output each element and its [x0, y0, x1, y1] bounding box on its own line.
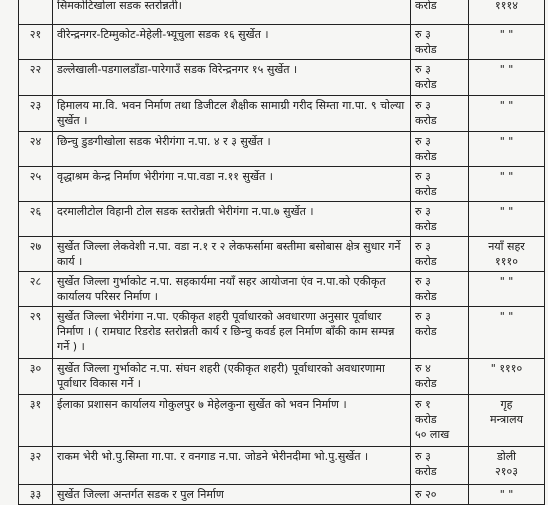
amount-line: करोड	[415, 43, 437, 56]
amount-line: करोड	[415, 220, 437, 233]
remark-line: " "	[499, 488, 514, 501]
remark-line: १११४	[495, 0, 518, 12]
amount-line: करोड	[415, 150, 437, 163]
amount-line: रु ४	[415, 362, 431, 375]
table-row	[19, 167, 545, 202]
budget-amount	[411, 237, 469, 272]
row-number: २५	[19, 167, 53, 202]
amount-line: ५० लाख	[415, 428, 450, 441]
remarks	[469, 359, 545, 395]
remarks	[469, 132, 545, 167]
project-description: हिमालय मा.वि. भवन निर्माण तथा डिजीटल शैक्षीक सामाग्री गरीद सिम्ता गा.पा. ९ चोल्या सुर्खेत ।	[53, 96, 411, 132]
amount-line: रु १	[415, 398, 431, 411]
budget-amount	[411, 447, 469, 485]
project-description: राकम भेरी भो.पु.सिम्ता गा.पा. र वनगाड न.पा. जोडने भेरीनदीमा भो.पु.सुर्खेत ।	[53, 447, 411, 485]
row-number: ३०	[19, 359, 53, 395]
amount-line: रु ३	[415, 240, 431, 253]
amount-line: रु ३	[415, 170, 431, 183]
table-row	[19, 132, 545, 167]
row-number: २१	[19, 25, 53, 60]
remark-line: " "	[499, 205, 514, 218]
remark-line: १११०	[495, 255, 518, 268]
remarks	[469, 25, 545, 60]
project-description: सुर्खेत जिल्ला भेरीगंगा न.पा. एकीकृत शहरी पूर्वाधारको अवधारणा अनुसार पूर्वाधार निर्माण । ( रामघाट रिडरोड स्तरोन्नती कार्य र छिन्चु कवर्ड हल निर्माण बाँकी काम सम्पन्न गर्ने ) ।	[53, 307, 411, 359]
project-description: सुर्खेत जिल्ला अन्तर्गत सडक र पुल निर्माण	[53, 485, 411, 505]
amount-line: करोड	[415, 325, 437, 338]
project-budget-table	[18, 0, 545, 505]
project-description: सिमकोटिखोला सडक स्तरोन्नती।	[53, 0, 411, 25]
table-row	[19, 202, 545, 237]
amount-line: रु २०	[415, 488, 437, 501]
remark-line: " १११०	[490, 362, 523, 375]
amount-line: करोड	[415, 0, 437, 12]
amount-line: रु ३	[415, 310, 431, 323]
amount-line: रु ३	[415, 135, 431, 148]
remarks	[469, 202, 545, 237]
remark-line: " "	[499, 99, 514, 112]
budget-amount	[411, 395, 469, 447]
remark-line: " "	[499, 63, 514, 76]
budget-amount	[411, 272, 469, 307]
row-number: २२	[19, 60, 53, 96]
table-row	[19, 0, 545, 25]
amount-line: करोड	[415, 185, 437, 198]
table-body	[19, 0, 545, 505]
table-row	[19, 25, 545, 60]
remarks	[469, 272, 545, 307]
row-number: २३	[19, 96, 53, 132]
row-number: ३३	[19, 485, 53, 505]
table-row	[19, 60, 545, 96]
project-description: सुर्खेत जिल्ला गुर्भाकोट न.पा. संघन शहरी (एकीकृत शहरी) पूर्वाधारको अवधारणामा पूर्वाधार विकास गर्ने ।	[53, 359, 411, 395]
remark-line: " "	[499, 275, 514, 288]
table-row	[19, 359, 545, 395]
amount-line: करोड	[415, 114, 437, 127]
amount-line: रु ३	[415, 99, 431, 112]
amount-line: करोड	[415, 413, 437, 426]
row-number: ३२	[19, 447, 53, 485]
amount-line: करोड	[415, 377, 437, 390]
amount-line: करोड	[415, 255, 437, 268]
budget-amount	[411, 132, 469, 167]
remark-line: " "	[499, 170, 514, 183]
budget-amount	[411, 359, 469, 395]
amount-line: रु ३	[415, 63, 431, 76]
row-number: २६	[19, 202, 53, 237]
amount-line: करोड	[415, 290, 437, 303]
budget-amount	[411, 25, 469, 60]
project-description: सुर्खेत जिल्ला लेकवेशी न.पा. वडा न.१ र २ लेकफर्सामा बस्तीमा बसोबास क्षेत्र सुधार गर्ने कार्य ।	[53, 237, 411, 272]
remark-line: डोली	[496, 450, 517, 463]
remarks	[469, 60, 545, 96]
remark-line: मन्त्रालय	[490, 413, 523, 426]
project-description: वीरेन्द्रनगर-टिम्मुकोट-मेहेली-भ्यूचुला सडक १६ सुर्खेत ।	[53, 25, 411, 60]
row-number: २७	[19, 237, 53, 272]
project-description: वृद्धाश्रम केन्द्र निर्माण भेरीगंगा न.पा.वडा न.११ सुर्खेत ।	[53, 167, 411, 202]
remark-line: " "	[499, 28, 514, 41]
amount-line: रु ३	[415, 275, 431, 288]
remark-line: " "	[499, 135, 514, 148]
row-number: २९	[19, 307, 53, 359]
budget-amount	[411, 0, 469, 25]
project-description: छिन्चु डुङगीखोला सडक भेरीगंगा न.पा. ४ र ३ सुर्खेत ।	[53, 132, 411, 167]
remarks	[469, 0, 545, 25]
remark-line: २१०३	[495, 465, 518, 478]
amount-line: रु ३	[415, 205, 431, 218]
row-number: २८	[19, 272, 53, 307]
amount-line: करोड	[415, 78, 437, 91]
budget-amount	[411, 60, 469, 96]
row-number: २४	[19, 132, 53, 167]
table-row	[19, 447, 545, 485]
remarks	[469, 237, 545, 272]
amount-line: रु ३	[415, 450, 431, 463]
remarks	[469, 447, 545, 485]
budget-amount	[411, 485, 469, 505]
table-row	[19, 237, 545, 272]
project-description: डल्लेखाली-पडगालडाँडा-पारेगाउँ सडक विरेन्द्रनगर १५ सुर्खेत ।	[53, 60, 411, 96]
budget-amount	[411, 307, 469, 359]
project-description: ईलाका प्रशासन कार्यालय गोकुलपुर ७ मेहेलकुना सुर्खेत को भवन निर्माण ।	[53, 395, 411, 447]
remarks	[469, 307, 545, 359]
row-number: ३१	[19, 395, 53, 447]
row-number	[19, 0, 53, 25]
table-row	[19, 272, 545, 307]
table-row	[19, 307, 545, 359]
amount-line: करोड	[415, 465, 437, 478]
budget-amount	[411, 202, 469, 237]
table-row	[19, 485, 545, 505]
remarks	[469, 485, 545, 505]
project-description: दरमालीटोल विहानी टोल सडक स्तरोन्नती भेरीगंगा न.पा.७ सुर्खेत ।	[53, 202, 411, 237]
project-description: सुर्खेत जिल्ला गुर्भाकोट न.पा. सहकार्यमा नयाँ सहर आयोजना एंव न.पा.को एकीकृत कार्यालय परिसर निर्माण ।	[53, 272, 411, 307]
remark-line: नयाँ सहर	[488, 240, 525, 253]
remarks	[469, 395, 545, 447]
remarks	[469, 167, 545, 202]
table-row	[19, 395, 545, 447]
remark-line: " "	[499, 310, 514, 323]
remarks	[469, 96, 545, 132]
table-row	[19, 96, 545, 132]
budget-amount	[411, 96, 469, 132]
budget-amount	[411, 167, 469, 202]
remark-line: गृह	[500, 398, 513, 411]
amount-line: रु ३	[415, 28, 431, 41]
